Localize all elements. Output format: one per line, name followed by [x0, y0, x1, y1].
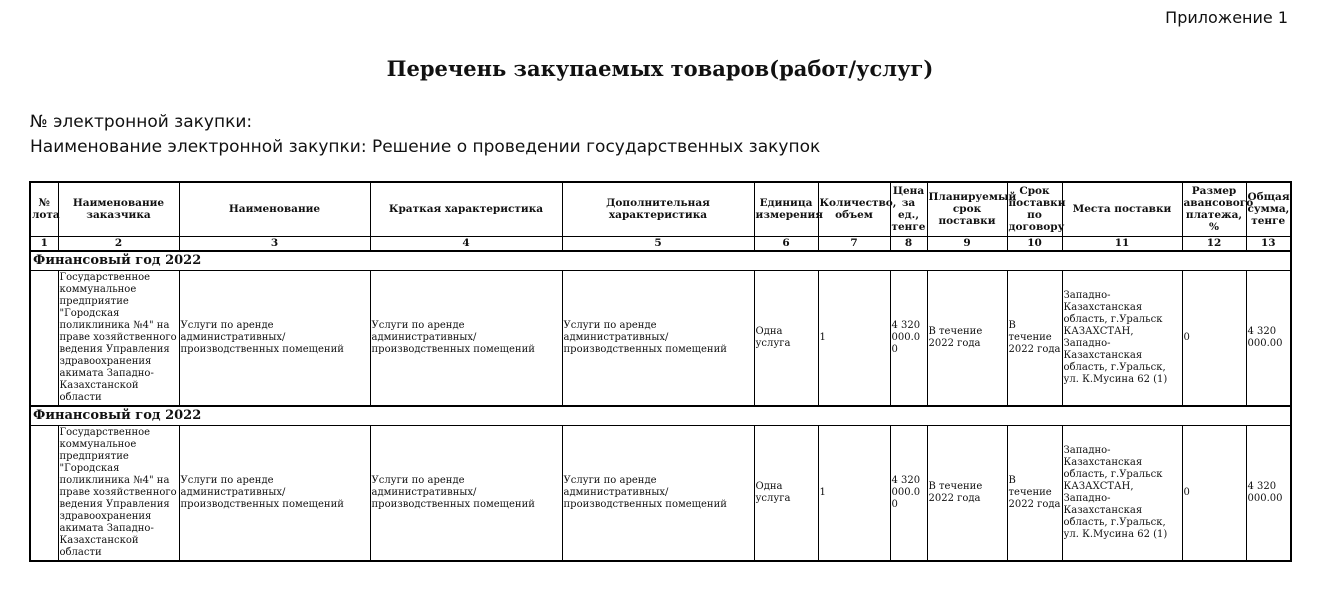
cell-customer: Государственное коммунальное предприятие "Городская поликлиника №4" на праве хозяйственного ведения Управления здравоохранения акимата Западно-Казахстанской области [58, 270, 179, 406]
column-header-place: Места поставки [1062, 182, 1182, 236]
cell-place: Западно-Казахстанская область, г.Уральск КАЗАХСТАН, Западно-Казахстанская область, г.Уральск, ул. К.Мусина 62 (1) [1062, 270, 1182, 406]
column-header-customer: Наименование заказчика [58, 182, 179, 236]
year-label: Финансовый год 2022 [30, 251, 1291, 271]
cell-price: 4 320 000.00 [890, 270, 927, 406]
column-header-planned: Планируемый срок поставки [927, 182, 1007, 236]
cell-advance: 0 [1182, 270, 1246, 406]
purchase-name-label: Наименование электронной закупки: Решение о проведении государственных закупок [30, 137, 821, 157]
column-number: 4 [370, 236, 562, 251]
column-number: 7 [818, 236, 890, 251]
cell-contract: В течение 2022 года [1007, 425, 1062, 561]
cell-planned: В течение 2022 года [927, 270, 1007, 406]
appendix-label: Приложение 1 [1165, 8, 1288, 27]
cell-price: 4 320 000.00 [890, 425, 927, 561]
cell-lot [30, 270, 58, 406]
cell-planned: В течение 2022 года [927, 425, 1007, 561]
purchase-number-label: № электронной закупки: [30, 112, 253, 132]
cell-place: Западно-Казахстанская область, г.Уральск КАЗАХСТАН, Западно-Казахстанская область, г.Уральск, ул. К.Мусина 62 (1) [1062, 425, 1182, 561]
column-number-row [30, 236, 1291, 251]
cell-advance: 0 [1182, 425, 1246, 561]
column-number: 13 [1246, 236, 1291, 251]
year-label: Финансовый год 2022 [30, 406, 1291, 426]
table-row [30, 270, 1291, 406]
year-group-row [30, 406, 1291, 426]
cell-contract: В течение 2022 года [1007, 270, 1062, 406]
cell-lot [30, 425, 58, 561]
column-number: 6 [754, 236, 818, 251]
year-group-row [30, 251, 1291, 271]
cell-unit: Одна услуга [754, 270, 818, 406]
column-header-total: Общая сумма, тенге [1246, 182, 1291, 236]
column-header-unit: Единица измерения [754, 182, 818, 236]
column-number: 2 [58, 236, 179, 251]
column-header-contract: Срок поставки по договору [1007, 182, 1062, 236]
column-number: 1 [30, 236, 58, 251]
cell-name: Услуги по аренде административных/производственных помещений [179, 270, 370, 406]
cell-qty: 1 [818, 270, 890, 406]
cell-total: 4 320 000.00 [1246, 270, 1291, 406]
cell-short: Услуги по аренде административных/производственных помещений [370, 270, 562, 406]
table-row [30, 425, 1291, 561]
cell-unit: Одна услуга [754, 425, 818, 561]
cell-short: Услуги по аренде административных/производственных помещений [370, 425, 562, 561]
column-number: 8 [890, 236, 927, 251]
document-title: Перечень закупаемых товаров(работ/услуг) [386, 56, 934, 81]
column-number: 12 [1182, 236, 1246, 251]
column-header-short: Краткая характеристика [370, 182, 562, 236]
cell-extra: Услуги по аренде административных/производственных помещений [562, 425, 754, 561]
column-number: 10 [1007, 236, 1062, 251]
procurement-table [29, 181, 1292, 562]
header-row [30, 182, 1291, 236]
column-header-name: Наименование [179, 182, 370, 236]
cell-extra: Услуги по аренде административных/производственных помещений [562, 270, 754, 406]
column-header-qty: Количество, объем [818, 182, 890, 236]
column-number: 11 [1062, 236, 1182, 251]
column-header-extra: Дополнительная характеристика [562, 182, 754, 236]
cell-qty: 1 [818, 425, 890, 561]
column-number: 5 [562, 236, 754, 251]
column-number: 3 [179, 236, 370, 251]
column-header-price: Цена за ед., тенге [890, 182, 927, 236]
cell-customer: Государственное коммунальное предприятие "Городская поликлиника №4" на праве хозяйственного ведения Управления здравоохранения акимата Западно-Казахстанской области [58, 425, 179, 561]
column-number: 9 [927, 236, 1007, 251]
column-header-lot: № лота [30, 182, 58, 236]
cell-total: 4 320 000.00 [1246, 425, 1291, 561]
cell-name: Услуги по аренде административных/производственных помещений [179, 425, 370, 561]
column-header-advance: Размер авансового платежа, % [1182, 182, 1246, 236]
